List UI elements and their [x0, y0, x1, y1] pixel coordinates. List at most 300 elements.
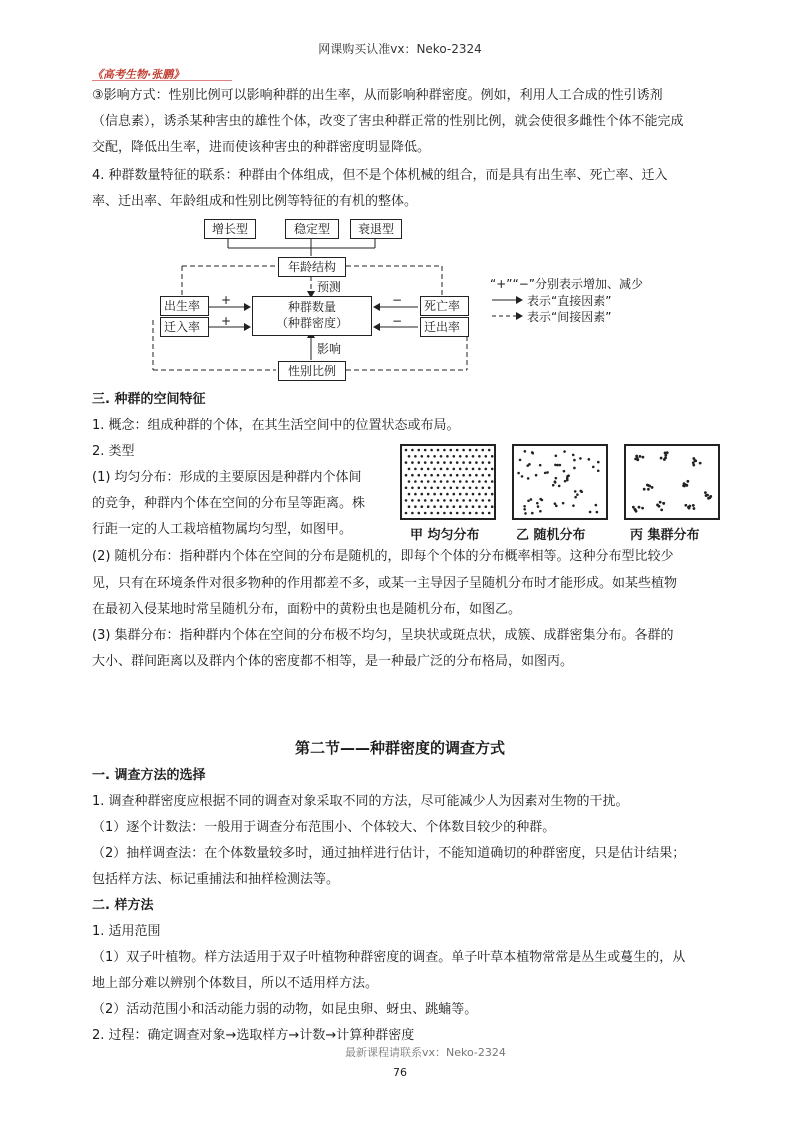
uniform-dot [433, 505, 436, 508]
random-dot [572, 504, 575, 507]
random-dot [539, 498, 542, 501]
type-decline-box: 衰退型 [350, 219, 402, 239]
random-dot [528, 463, 531, 466]
random-dot [523, 505, 526, 508]
random-dot [527, 477, 530, 480]
random-dot [554, 480, 557, 483]
uniform-dot [424, 461, 427, 464]
clumped-dot [643, 488, 646, 491]
uniform-dot [482, 449, 485, 452]
uniform-dot [450, 461, 453, 464]
random-dot [566, 479, 569, 482]
uniform-dot [433, 455, 436, 458]
random-dot [539, 464, 542, 467]
uniform-dot [450, 449, 453, 452]
uniform-dot [472, 480, 475, 483]
clumped-dot [636, 457, 639, 460]
uniform-dot [465, 455, 468, 458]
uniform-dot [437, 461, 440, 464]
sex-ratio-box: 性别比例 [278, 361, 346, 381]
uniform-dot [456, 512, 459, 515]
clumped-dot [660, 509, 663, 512]
clumped-dot [664, 454, 667, 457]
spatial-heading: 三. 种群的空间特征 [92, 392, 206, 407]
type-growth-box: 增长型 [204, 219, 256, 239]
influence-label: 影响 [317, 342, 342, 356]
page-number: 76 [393, 1066, 407, 1079]
footer-watermark: 最新课程请联系vx：Neko-2324 [345, 1046, 506, 1059]
uniform-dots [402, 446, 494, 518]
uniform-dot [414, 468, 417, 471]
uniform-dot [472, 455, 475, 458]
uniform-dot [459, 480, 462, 483]
clumped-dot [663, 458, 666, 461]
clumped-dot [692, 461, 695, 464]
uniform-dot [469, 461, 472, 464]
uniform-dot [411, 449, 414, 452]
para-effect-3: 交配，降低出生率，进而使该种害虫的种群密度明显降低。 [92, 140, 431, 155]
uniform-dot [408, 468, 411, 471]
clumped-dot [688, 507, 691, 510]
uniform-dot [411, 512, 414, 515]
uniform-dot [488, 474, 491, 477]
random-dot [535, 474, 538, 477]
uniform-dot [427, 505, 430, 508]
random-dot [573, 459, 576, 462]
uniform-dot [478, 505, 481, 508]
uniform-dot [469, 487, 472, 490]
process-text: 2. 过程：确定调查对象→选取样方→计数→计算种群密度 [92, 1028, 415, 1043]
uniform-dot [462, 512, 465, 515]
quadrat-heading: 二. 样方法 [92, 898, 154, 913]
para-effect-1: ③影响方式：性别比例可以影响种群的出生率，从而影响种群密度。例如，利用人工合成的性引诱剂 [92, 88, 663, 103]
clumped-dots [626, 446, 718, 518]
uniform-dot [437, 487, 440, 490]
clumped-dot [684, 483, 687, 486]
diagram-arrows [0, 0, 800, 400]
clumped-dot [642, 456, 645, 459]
uniform-dot [469, 474, 472, 477]
uniform-dot [488, 512, 491, 515]
uniform-distribution-figure [400, 444, 496, 520]
uniform-text-1: (1) 均匀分布：形成的主要原因是种群内个体间 [92, 470, 362, 485]
random-dot [521, 475, 524, 478]
clumped-dot [705, 494, 708, 497]
population-density-label: （种群密度） [275, 316, 348, 330]
top-watermark: 网课购买认准vx：Neko-2324 [318, 42, 482, 56]
random-dot [527, 499, 530, 502]
clumped-dot [658, 505, 661, 508]
uniform-dot [427, 468, 430, 471]
uniform-dot [408, 480, 411, 483]
uniform-dot [491, 505, 494, 508]
random-dot [574, 496, 577, 499]
uniform-dot [456, 487, 459, 490]
clumped-dot [693, 459, 696, 462]
random-text-2: 见，只有在环境条件对很多物种的作用都差不多，或某一主导因子呈随机分布时才能形成。如某些植物 [92, 576, 678, 591]
random-dot [574, 490, 577, 493]
clumped-dot [648, 485, 651, 488]
uniform-dot [462, 499, 465, 502]
uniform-dot [433, 480, 436, 483]
minus-sign-2: − [392, 314, 403, 328]
clumped-dot [635, 510, 638, 513]
uniform-dot [450, 474, 453, 477]
uniform-dot [462, 487, 465, 490]
brand-tag: 《高考生物·张鹏》 [92, 66, 232, 81]
random-dot [530, 498, 533, 501]
uniform-dot [491, 480, 494, 483]
random-dot [589, 511, 592, 514]
uniform-dot [418, 461, 421, 464]
uniform-dot [453, 468, 456, 471]
clumped-dot [664, 451, 667, 454]
uniform-dot [414, 480, 417, 483]
legend-direct: 表示“直接因素” [527, 294, 612, 308]
random-distribution-figure [512, 444, 608, 520]
random-dot [564, 480, 567, 483]
uniform-dot [405, 512, 408, 515]
uniform-dot [469, 512, 472, 515]
clumped-dot [660, 457, 663, 460]
clumped-dot [662, 502, 665, 505]
uniform-text-2: 的竞争，种群内个体在空间的分布呈等距离。株 [92, 496, 366, 511]
random-dot [579, 490, 582, 493]
legend-title: “+”“−”分别表示增加、减少 [490, 277, 643, 291]
clumped-dot [638, 506, 641, 509]
uniform-dot [475, 461, 478, 464]
uniform-dot [411, 487, 414, 490]
uniform-dot [456, 449, 459, 452]
random-dot [544, 472, 547, 475]
uniform-dot [475, 487, 478, 490]
caption-random: 乙 随机分布 [516, 528, 586, 543]
concept-text: 1. 概念：组成种群的个体，在其生活空间中的位置状态或布局。 [92, 418, 460, 433]
random-dot [555, 454, 558, 457]
uniform-dot [424, 474, 427, 477]
uniform-dot [485, 468, 488, 471]
uniform-dot [475, 474, 478, 477]
uniform-dot [488, 461, 491, 464]
random-dot [597, 469, 600, 472]
uniform-dot [446, 455, 449, 458]
uniform-dot [456, 499, 459, 502]
uniform-dot [405, 499, 408, 502]
uniform-dot [459, 468, 462, 471]
uniform-dot [411, 499, 414, 502]
uniform-dot [405, 474, 408, 477]
uniform-dot [405, 449, 408, 452]
uniform-dot [485, 493, 488, 496]
population-size-box [252, 296, 372, 336]
random-dot [579, 457, 582, 460]
clumped-text-2: 大小、群间距离以及群内个体的密度都不相等，是一种最广泛的分布格局，如图丙。 [92, 654, 574, 669]
count-method: （1）逐个计数法：一般用于调查分布范围小、个体较大、个体数目较少的种群。 [92, 820, 556, 835]
clumped-dot [659, 501, 662, 504]
uniform-dot [475, 512, 478, 515]
uniform-dot [478, 480, 481, 483]
clumped-dot [704, 491, 707, 494]
uniform-dot [437, 449, 440, 452]
uniform-dot [472, 468, 475, 471]
uniform-dot [465, 493, 468, 496]
uniform-dot [421, 455, 424, 458]
uniform-dot [482, 512, 485, 515]
para-relation-1: 4. 种群数量特征的联系：种群由个体组成，但不是个体机械的组合，而是具有出生率、死亡率、迁入 [92, 168, 668, 183]
uniform-dot [430, 512, 433, 515]
uniform-dot [453, 493, 456, 496]
random-dot [554, 502, 557, 505]
types-heading: 2. 类型 [92, 444, 135, 459]
uniform-dot [411, 461, 414, 464]
uniform-dot [446, 468, 449, 471]
clumped-dot [686, 480, 689, 483]
uniform-dot [424, 449, 427, 452]
uniform-dot [414, 455, 417, 458]
uniform-dot [478, 493, 481, 496]
uniform-dot [430, 474, 433, 477]
uniform-dot [430, 499, 433, 502]
clumped-text-1: (3) 集群分布：指种群内个体在空间的分布极不均匀，呈块状或斑点状，成簇、成群密集分布。各群的 [92, 628, 674, 643]
random-dot [539, 510, 542, 513]
clumped-dot [635, 455, 638, 458]
random-dot [552, 484, 555, 487]
random-dot [588, 458, 591, 461]
uniform-dot [453, 455, 456, 458]
uniform-dot [443, 512, 446, 515]
uniform-dot [453, 505, 456, 508]
uniform-dot [443, 474, 446, 477]
uniform-dot [408, 493, 411, 496]
random-dot [562, 502, 565, 505]
caption-uniform: 甲 均匀分布 [410, 528, 480, 543]
uniform-dot [418, 487, 421, 490]
method-intro: 1. 调查种群密度应根据不同的调查对象采取不同的方法，尽可能减少人为因素对生物的干扰。 [92, 794, 629, 809]
uniform-dot [482, 487, 485, 490]
uniform-dot [462, 474, 465, 477]
uniform-dot [472, 505, 475, 508]
dicot-text-2: 地上部分难以辨别个体数目，所以不适用样方法。 [92, 976, 379, 991]
uniform-dot [482, 499, 485, 502]
uniform-dot [450, 499, 453, 502]
uniform-dot [482, 474, 485, 477]
uniform-dot [430, 487, 433, 490]
uniform-dot [421, 493, 424, 496]
clumped-dot [692, 504, 695, 507]
uniform-dot [462, 461, 465, 464]
clumped-dot [693, 507, 696, 510]
uniform-dot [427, 480, 430, 483]
uniform-dot [421, 468, 424, 471]
random-dot [595, 504, 598, 507]
uniform-dot [408, 505, 411, 508]
random-dots [514, 446, 606, 518]
para-relation-2: 率、迁出率、年龄组成和性别比例等特征的有机的整体。 [92, 194, 418, 209]
clumped-distribution-figure [624, 444, 720, 520]
uniform-dot [485, 480, 488, 483]
random-dot [519, 459, 522, 462]
uniform-dot [465, 505, 468, 508]
uniform-dot [440, 455, 443, 458]
para-effect-2: （信息素），诱杀某种害虫的雄性个体，改变了害虫种群正常的性别比例，就会使很多雌性个体不能完成 [92, 114, 684, 129]
random-dot [558, 485, 561, 488]
uniform-dot [478, 468, 481, 471]
uniform-dot [491, 493, 494, 496]
random-dot [597, 461, 600, 464]
sample-method-1: （2）抽样调查法：在个体数量较多时，通过抽样进行估计，不能知道确切的种群密度，只是估计结果； [92, 846, 686, 861]
clumped-dot [641, 507, 644, 510]
uniform-dot [485, 455, 488, 458]
uniform-dot [446, 493, 449, 496]
uniform-dot [424, 499, 427, 502]
scope-heading: 1. 适用范围 [92, 924, 161, 939]
uniform-dot [437, 499, 440, 502]
uniform-dot [462, 449, 465, 452]
random-dot [531, 451, 534, 454]
random-dot [523, 508, 526, 511]
random-text-3: 在最初入侵某地时常呈随机分布，面粉中的黄粉虫也是随机分布，如图乙。 [92, 602, 522, 617]
uniform-dot [418, 499, 421, 502]
uniform-dot [450, 512, 453, 515]
uniform-dot [408, 455, 411, 458]
clumped-dot [639, 455, 642, 458]
uniform-dot [430, 449, 433, 452]
uniform-dot [427, 493, 430, 496]
uniform-dot [465, 468, 468, 471]
caption-clumped: 丙 集群分布 [630, 528, 700, 543]
uniform-dot [459, 455, 462, 458]
uniform-dot [443, 449, 446, 452]
uniform-dot [424, 512, 427, 515]
random-dot [555, 477, 558, 480]
birth-rate-box: 出生率 [160, 296, 209, 316]
uniform-dot [440, 480, 443, 483]
random-dot [567, 474, 570, 477]
predict-label: 预测 [317, 280, 342, 294]
uniform-dot [440, 468, 443, 471]
random-dot [576, 493, 579, 496]
clumped-dot [684, 504, 687, 507]
random-dot [524, 450, 527, 453]
uniform-dot [472, 493, 475, 496]
random-dot [546, 471, 549, 474]
uniform-dot [443, 499, 446, 502]
random-dot [536, 502, 539, 505]
uniform-dot [459, 493, 462, 496]
section-title: 第二节——种群密度的调查方式 [294, 739, 505, 757]
uniform-dot [414, 493, 417, 496]
plus-sign-2: + [221, 314, 232, 328]
uniform-dot [446, 480, 449, 483]
uniform-dot [453, 480, 456, 483]
clumped-dot [699, 462, 702, 465]
uniform-dot [430, 461, 433, 464]
type-stable-box: 稳定型 [285, 219, 339, 239]
uniform-dot [488, 449, 491, 452]
uniform-dot [491, 468, 494, 471]
uniform-dot [443, 487, 446, 490]
uniform-dot [437, 512, 440, 515]
random-dot [555, 505, 558, 508]
uniform-dot [469, 499, 472, 502]
dicot-text-1: （1）双子叶植物。样方法适用于双子叶植物种群密度的调查。单子叶草本植物常常是丛生或蔓生的，从 [92, 950, 686, 965]
sample-method-2: 包括样方法、标记重捕法和抽样检测法等。 [92, 872, 340, 887]
uniform-dot [418, 474, 421, 477]
uniform-dot [465, 480, 468, 483]
uniform-dot [485, 505, 488, 508]
random-dot [573, 467, 576, 470]
uniform-dot [478, 455, 481, 458]
uniform-dot [488, 487, 491, 490]
uniform-dot [421, 505, 424, 508]
uniform-dot [440, 493, 443, 496]
uniform-dot [437, 474, 440, 477]
random-dot [537, 505, 540, 508]
uniform-dot [440, 505, 443, 508]
death-rate-box: 死亡率 [420, 296, 469, 316]
uniform-dot [405, 461, 408, 464]
uniform-dot [456, 474, 459, 477]
random-dot [572, 454, 575, 457]
minus-sign-1: − [392, 293, 403, 307]
random-dot [559, 464, 562, 467]
uniform-dot [469, 449, 472, 452]
uniform-dot [433, 493, 436, 496]
uniform-dot [459, 505, 462, 508]
random-dot [531, 512, 534, 515]
uniform-dot [450, 487, 453, 490]
immigration-rate-box: 迁入率 [160, 317, 209, 337]
uniform-dot [443, 461, 446, 464]
uniform-dot [421, 480, 424, 483]
age-structure-box: 年龄结构 [278, 257, 346, 277]
uniform-dot [418, 512, 421, 515]
random-dot [596, 511, 599, 514]
legend-indirect: 表示“间接因素” [527, 310, 612, 324]
plus-sign-1: + [221, 293, 232, 307]
uniform-dot [475, 499, 478, 502]
uniform-dot [491, 455, 494, 458]
uniform-dot [424, 487, 427, 490]
clumped-dot [708, 496, 711, 499]
random-dot [563, 450, 566, 453]
uniform-dot [446, 505, 449, 508]
random-dot [556, 464, 559, 467]
clumped-dot [647, 488, 650, 491]
random-dot [592, 466, 595, 469]
uniform-dot [405, 487, 408, 490]
uniform-dot [418, 449, 421, 452]
clumped-dot [651, 486, 654, 489]
population-size-label: 种群数量 [287, 300, 336, 314]
uniform-dot [488, 499, 491, 502]
emigration-rate-box: 迁出率 [420, 317, 469, 337]
uniform-dot [414, 505, 417, 508]
uniform-dot [456, 461, 459, 464]
uniform-dot [433, 468, 436, 471]
random-dot [524, 512, 527, 515]
uniform-text-3: 行距一定的人工栽培植物属均匀型，如图甲。 [92, 522, 353, 537]
random-text-1: (2) 随机分布：指种群内个体在空间的分布是随机的，即每个个体的分布概率相等。这种分布型比较少 [92, 549, 674, 564]
method-heading: 一. 调查方法的选择 [92, 768, 206, 783]
uniform-dot [411, 474, 414, 477]
uniform-dot [482, 461, 485, 464]
random-dot [517, 472, 520, 475]
uniform-dot [427, 455, 430, 458]
uniform-dot [475, 449, 478, 452]
random-dot [563, 470, 566, 473]
animals-text: （2）活动范围小和活动能力弱的动物，如昆虫卵、蚜虫、跳蝻等。 [92, 1002, 478, 1017]
